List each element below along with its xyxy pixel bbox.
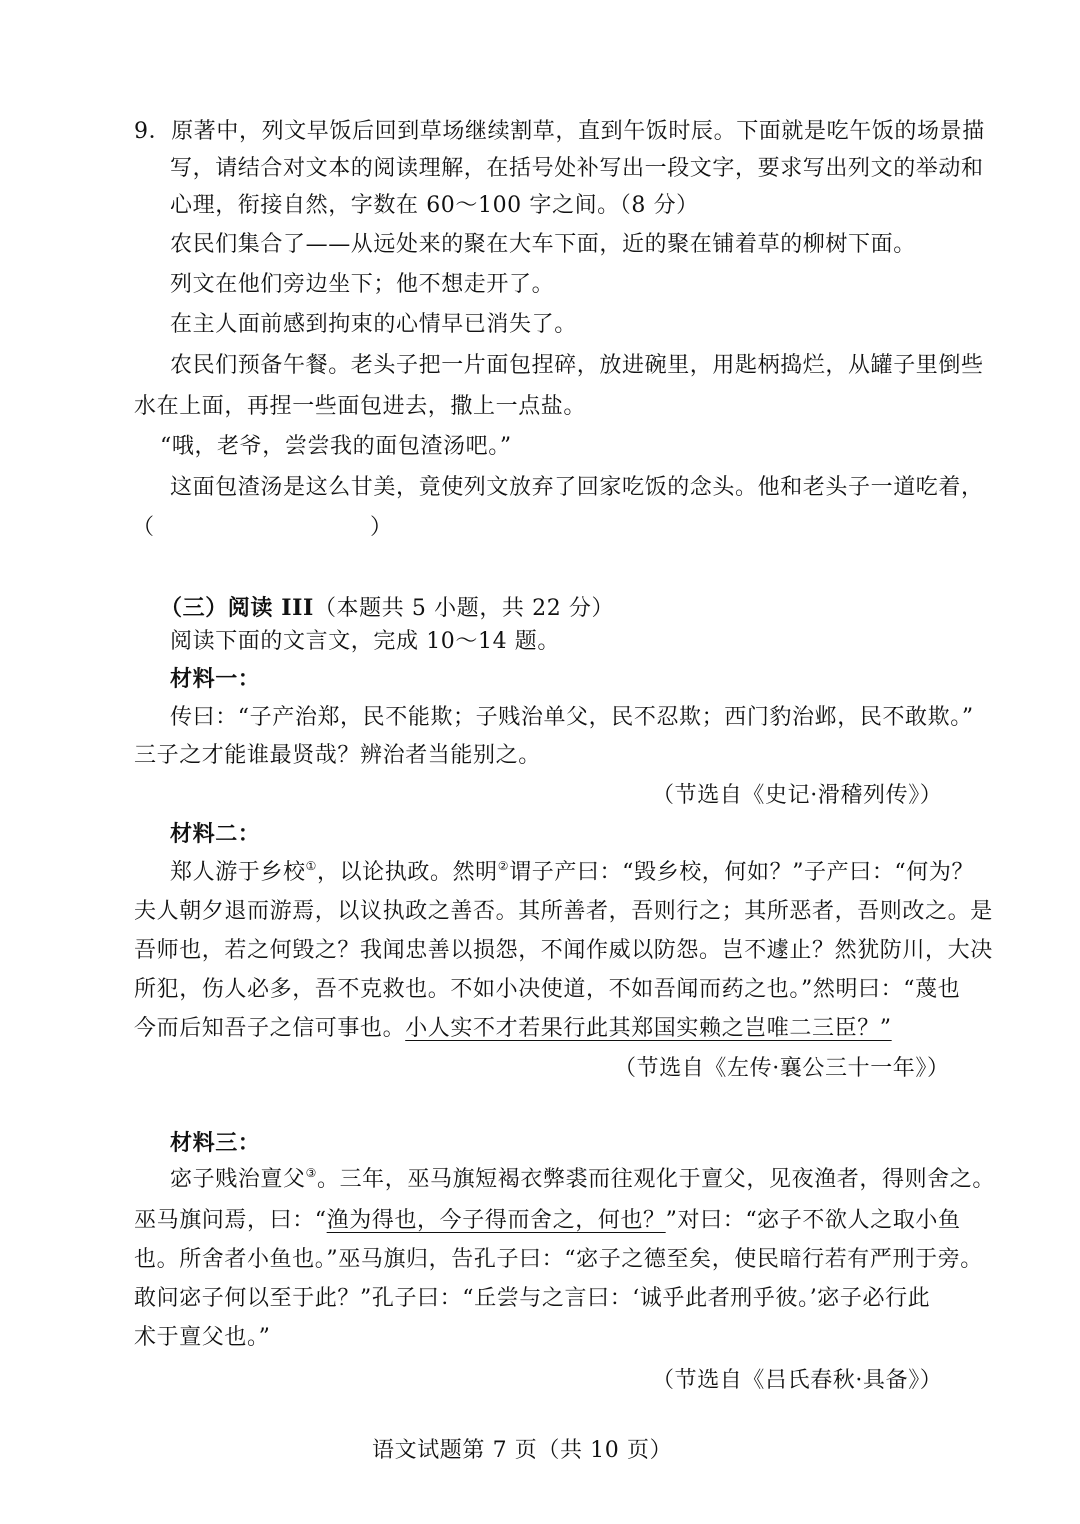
question-9-line-1: 9．原著中，列文早饭后回到草场继续割草，直到午饭时辰。下面就是吃午饭的场景描 bbox=[134, 119, 985, 144]
material-1-line-2: 三子之才能谁最贤哉？辨治者当能别之。 bbox=[134, 743, 541, 768]
material-3-text-b: 。三年，巫马旗短褐衣弊裘而往观化于亶父，见夜渔者，得则舍之。 bbox=[316, 1167, 995, 1192]
section-3-title: （三）阅读 III bbox=[160, 595, 314, 621]
material-2-text-a: 郑人游于乡校 bbox=[170, 860, 306, 885]
excerpt-line-1: 农民们集合了——从远处来的聚在大车下面，近的聚在铺着草的柳树下面。 bbox=[170, 232, 916, 257]
material-2-line-3: 吾师也，若之何毁之？我闻忠善以损怨，不闻作威以防怨。岂不遽止？然犹防川，大决 bbox=[134, 938, 993, 963]
material-2-label: 材料二： bbox=[170, 821, 261, 847]
underlined-sentence-2: 渔为得也，今子得而舍之，何也？ bbox=[326, 1208, 666, 1233]
material-3-line-4: 敢问宓子何以至于此？”孔子曰：“丘尝与之言曰：‘诚乎此者刑乎彼。’宓子必行此 bbox=[134, 1286, 931, 1311]
footnote-marker-2: ② bbox=[497, 859, 510, 873]
material-3-text-a: 宓子贱治亶父 bbox=[170, 1167, 306, 1192]
material-3-line-1 bbox=[170, 1165, 995, 1195]
answer-blank-close-paren: ） bbox=[370, 515, 393, 540]
material-1-source: （节选自《史记·滑稽列传》） bbox=[652, 783, 943, 808]
section-3-instruction: 阅读下面的文言文，完成 10～14 题。 bbox=[170, 629, 560, 654]
material-3-line-5: 术于亶父也。” bbox=[134, 1325, 271, 1350]
material-2-line-2: 夫人朝夕退而游焉，以议执政之善否。其所善者，吾则行之；其所恶者，吾则改之。是 bbox=[134, 899, 993, 924]
material-1-label: 材料一： bbox=[170, 666, 261, 692]
footnote-marker-1: ① bbox=[305, 859, 317, 873]
material-3-label: 材料三： bbox=[170, 1130, 261, 1156]
material-3-line-3: 也。所舍者小鱼也。”巫马旗归，告孔子曰：“宓子之德至矣，使民暗行若有严刑于旁。 bbox=[134, 1247, 983, 1272]
answer-blank-open-paren: （ bbox=[132, 515, 155, 540]
excerpt-line-6: “哦，老爷，尝尝我的面包渣汤吧。” bbox=[160, 434, 512, 459]
excerpt-line-2: 列文在他们旁边坐下；他不想走开了。 bbox=[170, 272, 555, 297]
page-footer: 语文试题第 7 页（共 10 页） bbox=[372, 1438, 673, 1463]
material-2-text-c: 谓子产曰：“毁乡校，何如？”子产曰：“何为？ bbox=[509, 860, 975, 885]
section-3-score-note: （本题共 5 小题，共 22 分） bbox=[313, 596, 615, 621]
material-2-line-1 bbox=[170, 858, 974, 888]
underlined-sentence-1: 小人实不才若果行此其郑国实赖之岂唯二三臣？” bbox=[405, 1016, 892, 1041]
excerpt-line-5: 水在上面，再捏一些面包进去，撒上一点盐。 bbox=[134, 394, 587, 419]
material-3-line-2-text-b: ”对曰：“宓子不欲人之取小鱼 bbox=[665, 1208, 961, 1233]
material-3-line-2 bbox=[134, 1206, 961, 1236]
excerpt-line-7: 这面包渣汤是这么甘美，竟使列文放弃了回家吃饭的念头。他和老头子一道吃着， bbox=[170, 475, 984, 500]
question-9-line-2: 写，请结合对文本的阅读理解，在括号处补写出一段文字，要求写出列文的举动和 bbox=[170, 156, 984, 181]
material-2-line-5-text: 今而后知吾子之信可事也。 bbox=[134, 1016, 406, 1041]
question-9-line-3: 心理，衔接自然，字数在 60～100 字之间。（8 分） bbox=[170, 193, 699, 218]
material-3-line-2-text-a: 巫马旗问焉，曰：“ bbox=[134, 1208, 327, 1233]
material-2-line-4: 所犯，伤人必多，吾不克救也。不如小决使道，不如吾闻而药之也。”然明曰：“蔑也 bbox=[134, 977, 961, 1002]
material-2-source: （节选自《左传·襄公三十一年》） bbox=[614, 1056, 950, 1081]
material-2-text-b: ，以论执政。然明 bbox=[316, 860, 498, 885]
section-3-heading bbox=[160, 593, 614, 624]
excerpt-line-4: 农民们预备午餐。老头子把一片面包捏碎，放进碗里，用匙柄捣烂，从罐子里倒些 bbox=[170, 353, 984, 378]
footnote-marker-3: ③ bbox=[305, 1166, 317, 1180]
material-2-line-5 bbox=[134, 1014, 892, 1044]
excerpt-line-3: 在主人面前感到拘束的心情早已消失了。 bbox=[170, 312, 577, 337]
material-1-line-1: 传曰：“子产治郑，民不能欺；子贱治单父，民不忍欺；西门豹治邺，民不敢欺。” bbox=[170, 705, 974, 730]
material-3-source: （节选自《吕氏春秋·具备》） bbox=[652, 1368, 943, 1393]
